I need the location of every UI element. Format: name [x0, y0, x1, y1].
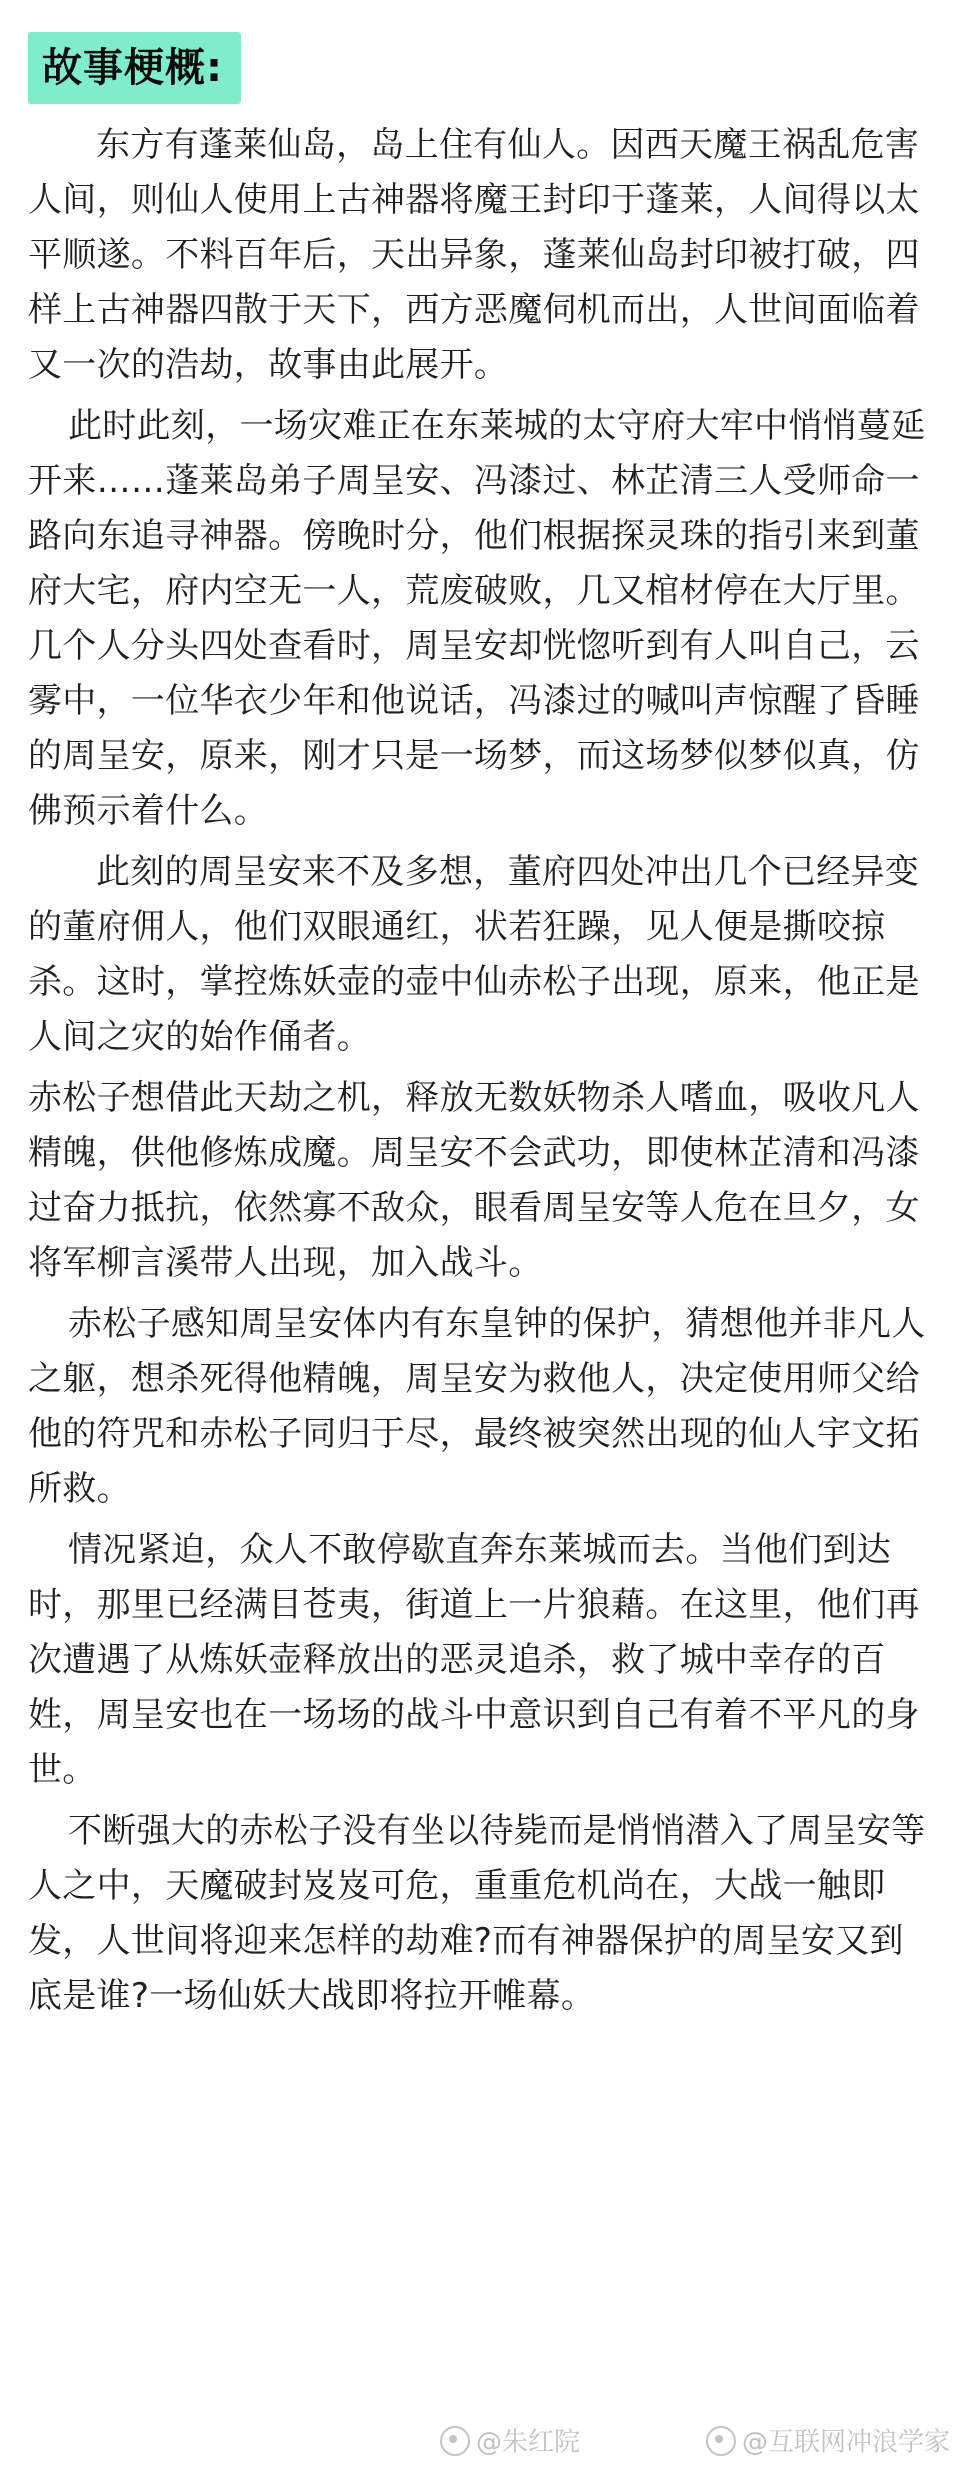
watermark-right-text: @互联网冲浪学家 [742, 2427, 951, 2458]
watermark-left [440, 2428, 580, 2458]
watermark-left-text: @朱红院 [476, 2427, 581, 2458]
synopsis-body [28, 110, 934, 2030]
paragraph-1: 东方有蓬莱仙岛，岛上住有仙人。因西天魔王祸乱危害人间，则仙人使用上古神器将魔王封印于蓬莱，人间得以太平顺遂。不料百年后，天出异象，蓬莱仙岛封印被打破，四样上古神器四散于天下，西方恶魔伺机而出，人世间面临着又一次的浩劫，故事由此展开。 [28, 125, 920, 385]
heading-highlight [28, 32, 241, 104]
section-heading: 故事梗概: [42, 45, 223, 91]
weibo-icon [440, 2426, 470, 2456]
paragraph-5: 赤松子感知周呈安体内有东皇钟的保护，猜想他并非凡人之躯，想杀死得他精魄，周呈安为救他人，决定使用师父给他的符咒和赤松子同归于尽，最终被突然出现的仙人宇文拓所救。 [28, 1304, 926, 1509]
paragraph-2: 此时此刻，一场灾难正在东莱城的太守府大牢中悄悄蔓延开来……蓬莱岛弟子周呈安、冯漆过、林芷清三人受师命一路向东追寻神器。傍晚时分，他们根据探灵珠的指引来到董府大宅，府内空无一人，荒废破败，几又棺材停在大厅里。几个人分头四处查看时，周呈安却恍惚听到有人叫自己，云雾中，一位华衣少年和他说话，冯漆过的喊叫声惊醒了昏睡的周呈安，原来，刚才只是一场梦，而这场梦似梦似真，仿佛预示着什么。 [28, 406, 926, 831]
watermark-right [706, 2428, 950, 2458]
paragraph-6: 情况紧迫，众人不敢停歇直奔东莱城而去。当他们到达时，那里已经满目苍夷，街道上一片狼藉。在这里，他们再次遭遇了从炼妖壶释放出的恶灵追杀，救了城中幸存的百姓，周呈安也在一场场的战斗中意识到自己有着不平凡的身世。 [28, 1530, 920, 1790]
paragraph-7: 不断强大的赤松子没有坐以待毙而是悄悄潜入了周呈安等人之中，天魔破封岌岌可危，重重危机尚在，大战一触即发，人世间将迎来怎样的劫难?而有神器保护的周呈安又到底是谁?一场仙妖大战即将拉开帷幕。 [28, 1811, 926, 2016]
paragraph-4: 赤松子想借此天劫之机，释放无数妖物杀人嗜血，吸收凡人精魄，供他修炼成魔。周呈安不会武功，即使林芷清和冯漆过奋力抵抗，依然寡不敌众，眼看周呈安等人危在旦夕，女将军柳言溪带人出现，加入战斗。 [28, 1078, 920, 1283]
weibo-icon [706, 2426, 736, 2456]
paragraph-3: 此刻的周呈安来不及多想，董府四处冲出几个已经异变的董府佣人，他们双眼通红，状若狂躁，见人便是撕咬掠杀。这时，掌控炼妖壶的壶中仙赤松子出现，原来，他正是人间之灾的始作俑者。 [28, 852, 920, 1057]
